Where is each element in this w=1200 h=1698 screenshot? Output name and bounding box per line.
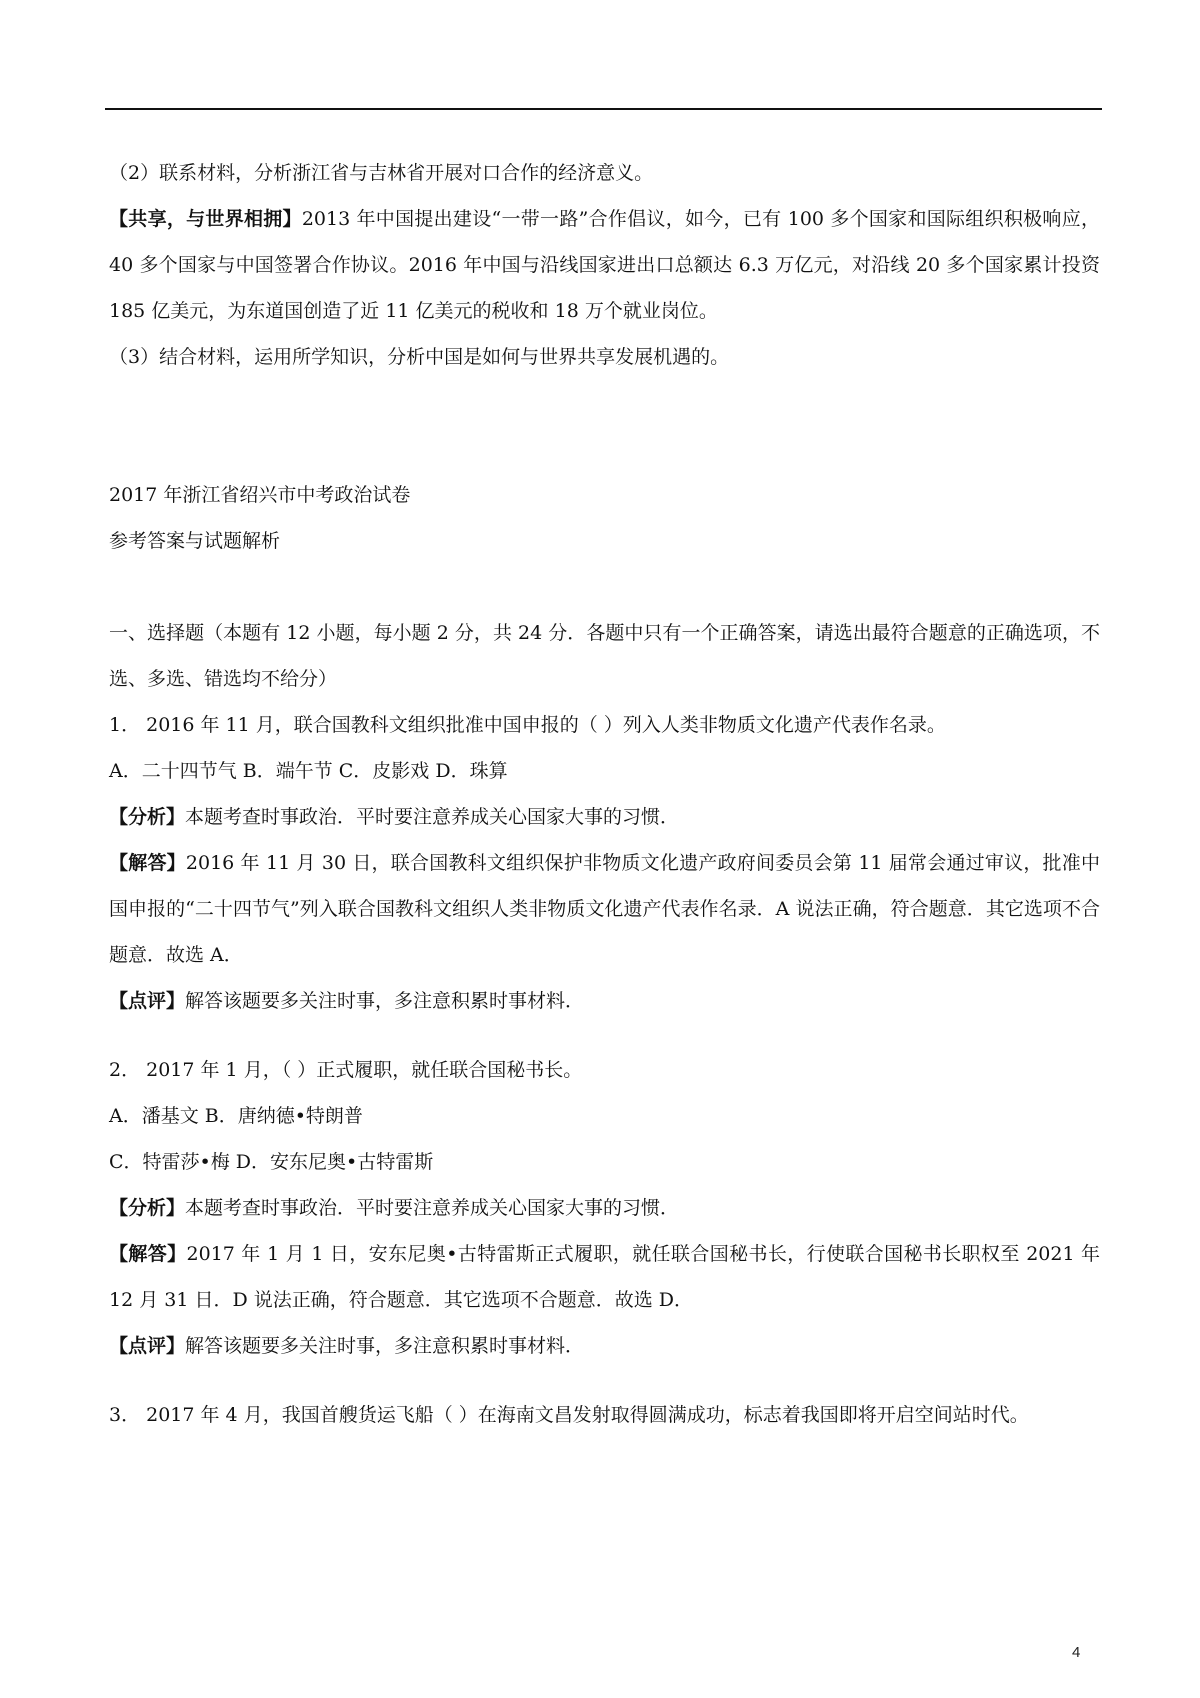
analysis-label: 【分析】 [109, 806, 186, 828]
question-1-stem: 1． 2016 年 11 月，联合国教科文组织批准中国申报的（ ）列入人类非物质文化遗产代表作名录。 [109, 714, 946, 736]
spacer [109, 1024, 1100, 1047]
spacer [109, 564, 1100, 610]
page-number: 4 [1072, 1644, 1081, 1661]
question-1-comment [109, 978, 1100, 1024]
header-rule [105, 108, 1102, 110]
page-content [109, 150, 1100, 1438]
question-3-stem: 3． 2017 年 4 月，我国首艘货运飞船（ ）在海南文昌发射取得圆满成功，标志着我国即将开启空间站时代。 [109, 1404, 1029, 1426]
answer-text: 2017 年 1 月 1 日，安东尼奥•古特雷斯正式履职，就任联合国秘书长，行使联合国秘书长职权至 2021 年 12 月 31 日．D 说法正确，符合题意．其它选项不合题意．故选 D． [109, 1243, 1100, 1311]
answer-key-title: 2017 年浙江省绍兴市中考政治试卷 [109, 484, 411, 506]
spacer [109, 1369, 1100, 1392]
question-1-options: A．二十四节气 B．端午节 C．皮影戏 D．珠算 [109, 760, 508, 782]
comment-text: 解答该题要多关注时事，多注意积累时事材料． [185, 1335, 585, 1357]
analysis-label: 【分析】 [109, 1197, 186, 1219]
analysis-text: 本题考查时事政治．平时要注意养成关心国家大事的习惯． [185, 806, 680, 828]
spacer [109, 380, 1100, 472]
question-2-options-row-1: A．潘基文 B．唐纳德•特朗普 [109, 1105, 363, 1127]
comment-label: 【点评】 [109, 1335, 186, 1357]
question-1-analysis [109, 794, 1100, 840]
question-2-comment [109, 1323, 1100, 1369]
section-heading: 一、选择题（本题有 12 小题，每小题 2 分，共 24 分．各题中只有一个正确答案，请选出最符合题意的正确选项，不选、多选、错选均不给分） [109, 622, 1100, 690]
material-share-paragraph [109, 196, 1100, 334]
question-2-stem: 2． 2017 年 1 月，（ ）正式履职，就任联合国秘书长。 [109, 1059, 583, 1081]
question-2-options-row-2: C．特雷莎•梅 D．安东尼奥•古特雷斯 [109, 1151, 434, 1173]
answer-key-subtitle: 参考答案与试题解析 [109, 530, 281, 552]
answer-label: 【解答】 [109, 852, 186, 874]
answer-text: 2016 年 11 月 30 日，联合国教科文组织保护非物质文化遗产政府间委员会第 11 届常会通过审议，批准中国申报的“二十四节气”列入联合国教科文组织人类非物质文化遗产代表作名录．A 说法正确，符合题意．其它选项不合题意．故选 A． [109, 852, 1100, 966]
analysis-text: 本题考查时事政治．平时要注意养成关心国家大事的习惯． [185, 1197, 680, 1219]
answer-label: 【解答】 [109, 1243, 187, 1265]
material-share-text: 2013 年中国提出建设“一带一路”合作倡议，如今，已有 100 多个国家和国际组织积极响应，40 多个国家与中国签署合作协议。2016 年中国与沿线国家进出口总额达 6.3 万亿元，对沿线 20 多个国家累计投资 185 亿美元，为东道国创造了近 11 亿美元的税收和 18 万个就业岗位。 [109, 208, 1100, 322]
question-2-analysis [109, 1185, 1100, 1231]
question-2-answer [109, 1231, 1100, 1323]
comment-label: 【点评】 [109, 990, 186, 1012]
material-share-label: 【共享，与世界相拥】 [109, 208, 302, 230]
question-2-prompt: （2）联系材料，分析浙江省与吉林省开展对口合作的经济意义。 [109, 162, 654, 184]
question-3-prompt: （3）结合材料，运用所学知识，分析中国是如何与世界共享发展机遇的。 [109, 346, 730, 368]
comment-text: 解答该题要多关注时事，多注意积累时事材料． [185, 990, 585, 1012]
question-1-answer [109, 840, 1100, 978]
